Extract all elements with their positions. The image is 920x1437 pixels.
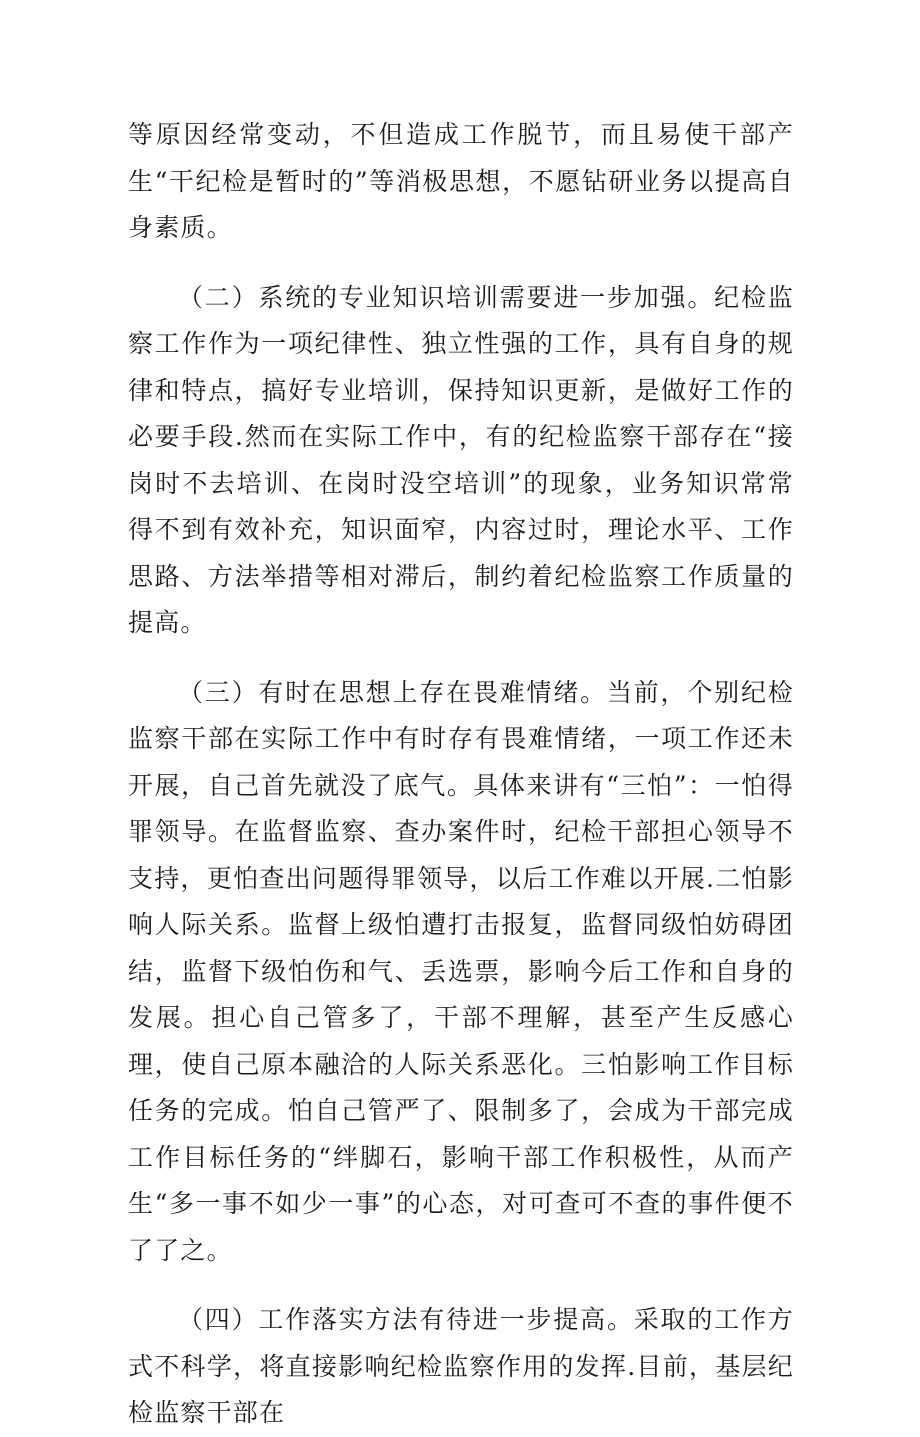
paragraph-continuation: 等原因经常变动，不但造成工作脱节，而且易使干部产生“干纪检是暂时的”等消极思想，不愿钻研业务以提高自身素质。 xyxy=(128,120,794,242)
document-body xyxy=(128,112,794,1437)
paragraph-section-2: （二）系统的专业知识培训需要进一步加强。纪检监察工作作为一项纪律性、独立性强的工作，具有自身的规律和特点，搞好专业培训，保持知识更新，是做好工作的必要手段.然而在实际工作中，有的纪检监察干部存在“接岗时不去培训、在岗时没空培训”的现象，业务知识常常得不到有效补充，知识面窄，内容过时，理论水平、工作思路、方法举措等相对滞后，制约着纪检监察工作质量的提高。 xyxy=(128,282,794,637)
paragraph-section-3: （三）有时在思想上存在畏难情绪。当前，个别纪检监察干部在实际工作中有时存有畏难情绪，一项工作还未开展，自己首先就没了底气。具体来讲有“三怕”：一怕得罪领导。在监督监察、查办案件时，纪检干部担心领导不支持，更怕查出问题得罪领导，以后工作难以开展.二怕影响人际关系。监督上级怕遭打击报复，监督同级怕妨碍团结，监督下级怕伤和气、丢选票，影响今后工作和自身的发展。担心自己管多了，干部不理解，甚至产生反感心理，使自己原本融洽的人际关系恶化。三怕影响工作目标任务的完成。怕自己管严了、限制多了，会成为干部完成工作目标任务的“绊脚石，影响干部工作积极性，从而产生“多一事不如少一事”的心态，对可查可不查的事件便不了了之。 xyxy=(128,677,794,1265)
paragraph-section-4: （四）工作落实方法有待进一步提高。采取的工作方式不科学，将直接影响纪检监察作用的发挥.目前，基层纪检监察干部在 xyxy=(128,1305,794,1427)
